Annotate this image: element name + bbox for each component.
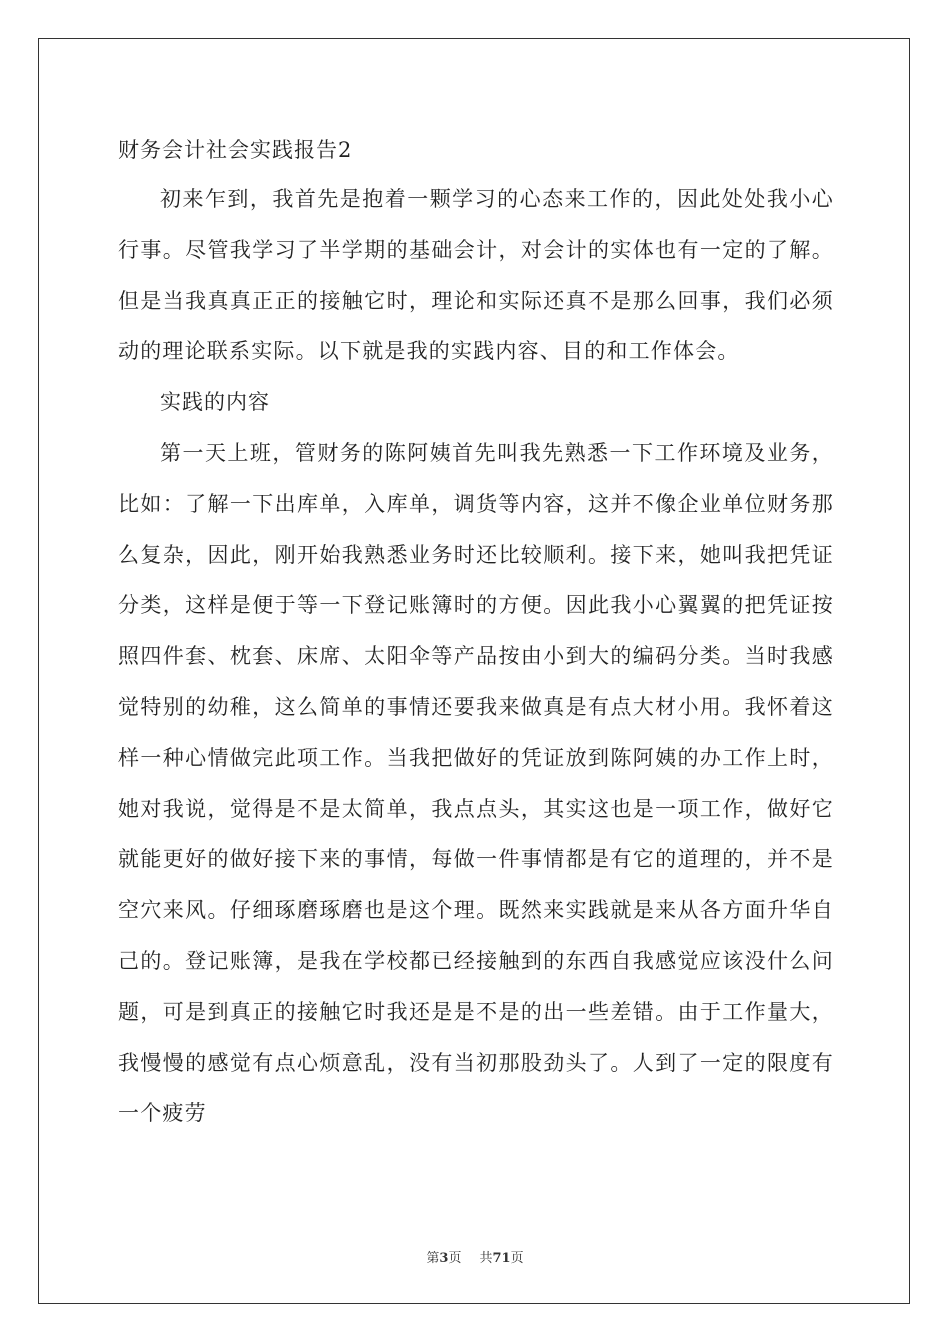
document-body [118,126,834,1139]
page-suffix: 页 [448,1251,462,1266]
total-page-count: 71 [492,1251,511,1266]
page-prefix: 第 [426,1251,440,1266]
total-suffix: 页 [510,1251,524,1266]
current-page-number: 3 [439,1251,449,1266]
page-footer [0,1247,950,1266]
body-paragraph: 第一天上班，管财务的陈阿姨首先叫我先熟悉一下工作环境及业务，比如：了解一下出库单，入库单，调货等内容，这并不像企业单位财务那么复杂，因此，刚开始我熟悉业务时还比较顺利。接下来，她叫我把凭证分类，这样是便于等一下登记账簿时的方便。因此我小心翼翼的把凭证按照四件套、枕套、床席、太阳伞等产品按由小到大的编码分类。当时我感觉特别的幼稚，这么简单的事情还要我来做真是有点大材小用。我怀着这样一种心情做完此项工作。当我把做好的凭证放到陈阿姨的办工作上时，她对我说，觉得是不是太简单，我点点头，其实这也是一项工作，做好它就能更好的做好接下来的事情，每做一件事情都是有它的道理的，并不是空穴来风。仔细琢磨琢磨也是这个理。既然来实践就是来从各方面升华自己的。登记账簿，是我在学校都已经接触到的东西自我感觉应该没什么问题，可是到真正的接触它时我还是是不是的出一些差错。由于工作量大，我慢慢的感觉有点心烦意乱，没有当初那股劲头了。人到了一定的限度有一个疲劳 [118,440,834,1126]
section-heading: 实践的内容 [160,390,270,415]
document-title: 财务会计社会实践报告2 [118,138,353,162]
total-prefix: 共 [479,1251,493,1266]
intro-paragraph: 初来乍到，我首先是抱着一颗学习的心态来工作的，因此处处我小心行事。尽管我学习了半学期的基础会计，对会计的实体也有一定的了解。但是当我真真正正的接触它时，理论和实际还真不是那么回事，我们必须动的理论联系实际。以下就是我的实践内容、目的和工作体会。 [118,187,834,364]
